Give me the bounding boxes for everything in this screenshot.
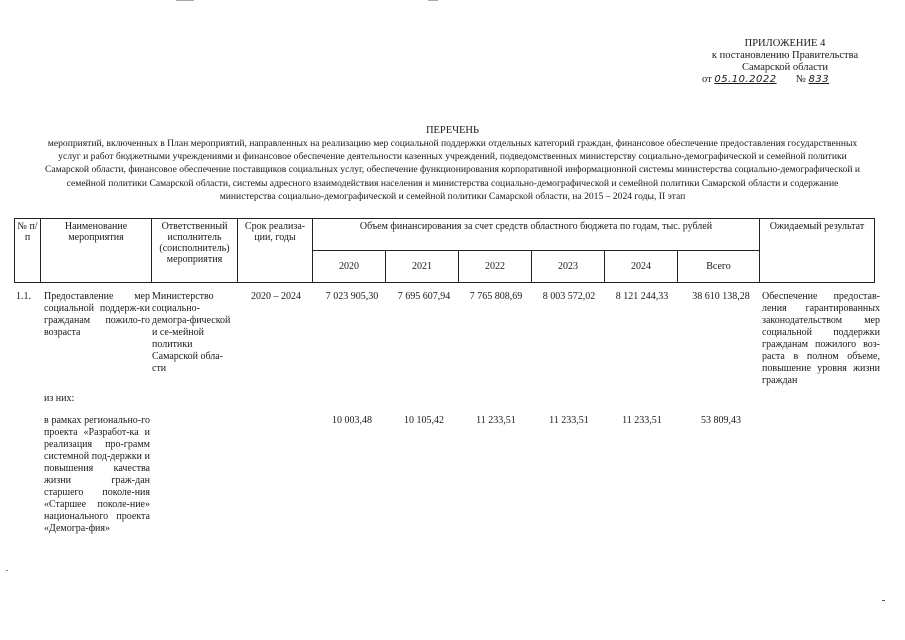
subvalue-2023: 11 233,51 (549, 415, 589, 426)
header-year: 2022 (459, 251, 532, 283)
scan-mark (176, 0, 194, 1)
value-2023: 8 003 572,02 (542, 291, 596, 302)
appendix-date-line (690, 74, 880, 86)
header-period: Срок реализа-ции, годы (238, 219, 313, 283)
expected-result: Обеспечение предостав-ления гарантированных законодательством мер социальной поддержки гражданам пожилого воз-раста в полном объеме, повышение уровня жизни граждан (762, 291, 880, 386)
header-result: Ожидаемый результат (760, 219, 875, 283)
subvalue-2020: 10 003,48 (332, 415, 372, 426)
handwritten-date: 05.10.2022 (714, 74, 777, 85)
subvalue-2021: 10 105,42 (404, 415, 444, 426)
appendix-block (690, 38, 880, 86)
value-2021: 7 695 607,94 (397, 291, 451, 302)
row-period: 2020 – 2024 (251, 291, 301, 302)
document-heading (40, 124, 865, 203)
header-executor: Ответственный исполнитель (соисполнитель) мероприятия (152, 219, 238, 283)
number-prefix: № (795, 74, 806, 85)
header-year: 2020 (313, 251, 386, 283)
appendix-resolution: к постановлению Правительства (711, 50, 859, 61)
funding-table-header (14, 218, 875, 283)
row-name: Предоставление мер социальной поддерж-ки гражданам пожило-го возраста (44, 291, 150, 338)
header-year: 2021 (386, 251, 459, 283)
header-year: 2023 (532, 251, 605, 283)
appendix-region: Самарской области (742, 62, 828, 73)
header-num: № п/п (15, 219, 41, 283)
subrow-name: в рамках регионально-го проекта «Разработ-ка и реализация про-грамм системной под-держки и повышения качества жизни граж-дан старшего поколе-ния «Старшее поколе-ние» национального проекта «Демогра-фия» (44, 415, 150, 534)
row-executor: Министерство социально-демогра-фической и се-мейной политики Самарской обла-сти (152, 291, 231, 374)
subvalue-2024: 11 233,51 (622, 415, 662, 426)
appendix-title: ПРИЛОЖЕНИЕ 4 (744, 38, 826, 49)
header-funding: Объем финансирования за счет средств областного бюджета по годам, тыс. рублей (313, 219, 760, 251)
value-2020: 7 023 905,30 (325, 291, 379, 302)
scan-speck (6, 570, 8, 571)
subvalue-2022: 11 233,51 (476, 415, 516, 426)
of-which-label: из них: (44, 393, 75, 404)
document-title: ПЕРЕЧЕНЬ (425, 125, 480, 136)
subvalue-total: 53 809,43 (701, 415, 741, 426)
header-name: Наименование мероприятия (41, 219, 152, 283)
document-subtitle: мероприятий, включенных в План мероприятий, направленных на реализацию мер социальной поддержки отдельных категорий граждан, финансовое обеспечение предоставления государственных услуг и работ бюджетными учреждениями и финансовое обеспечение деятельности казенных учреждений, подведомственных министерству социально-демографической и семейной политики Самарской области, финансовое обеспечение поставщиков социальных услуг, обеспечение функционирования корпоративной информационной системы министерства социально-демографической и семейной политики Самарской области, системы адресного взаимодействия населения и министерства социально-демографической и семейной политики Самарской области и содержание министерства социально-демографической и семейной политики Самарской области, на 2015 – 2024 годы, II этап (44, 138, 861, 202)
header-year: 2024 (605, 251, 678, 283)
scan-mark (428, 0, 438, 1)
header-total: Всего (678, 251, 760, 283)
date-prefix: от (702, 74, 712, 85)
value-2024: 8 121 244,33 (615, 291, 669, 302)
value-total: 38 610 138,28 (692, 291, 750, 302)
scan-speck (882, 600, 885, 601)
handwritten-number: 833 (808, 74, 830, 85)
row-number: 1.1. (16, 291, 31, 302)
value-2022: 7 765 808,69 (469, 291, 523, 302)
